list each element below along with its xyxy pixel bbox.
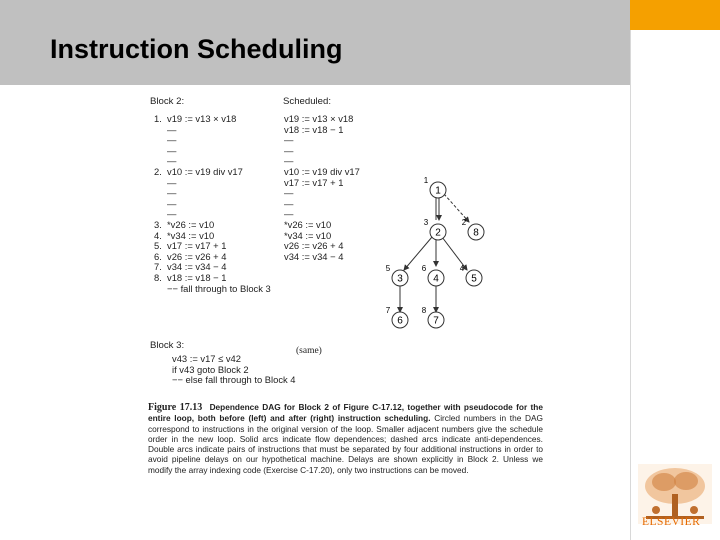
code-line: — [154,197,177,209]
scheduled-code-line: v26 := v26 + 4 [284,240,344,252]
divider [630,30,631,540]
code-line: 4. *v34 := v10 [154,229,215,241]
right-code [284,114,360,262]
block3-code-line: −− else fall through to Block 4 [172,374,296,386]
dag-node-label: 5 [471,273,477,285]
dag-node-label: 3 [397,273,403,285]
scheduled-code-line: *v34 := v10 [284,229,332,241]
dag-node-label: 8 [473,227,479,239]
left-code [154,114,271,294]
block3-code-line: if v43 goto Block 2 [172,363,249,375]
block2-header: Block 2: [150,96,185,107]
dag-schedule-order: 4 [459,264,465,273]
accent-bar [630,0,720,30]
scheduled-code-line: — [284,155,294,167]
scheduled-code-line: — [284,197,294,209]
scheduled-code-line: v34 := v34 − 4 [284,250,344,262]
dag-schedule-order: 2 [461,218,467,227]
code-line: — [154,123,177,135]
scheduled-code-line: — [284,144,294,156]
code-line: — [154,155,177,167]
scheduled-code-line: v10 := v19 div v17 [284,165,360,177]
code-line: — [154,208,177,220]
caption-body: Circled numbers in the DAG correspond to instructions in the original version of the loop. Smaller adjacent numbers give the schedule order in the new loop. Solid arcs indicate flow dependences; dashed arcs indicate anti-dependences. Double arcs indicate pairs of instructions that must be separated by four additional instructions in order to avoid pipeline delays on our hypothetical machine. Delays are shown explicitly in Block 2. Unless we modify the array indexing code (Exercise C-17.20), only two instructions can be moved. [148,413,544,475]
code-line: 5. v17 := v17 + 1 [154,240,227,252]
scheduled-code-line: — [284,208,294,220]
scheduled-code-line: *v26 := v10 [284,218,332,230]
scheduled-header: Scheduled: [283,96,332,107]
block3-code [172,354,296,386]
block3-code-line: v43 := v17 ≤ v42 [172,353,241,364]
edge-2-3 [404,237,432,270]
slide-title: Instruction Scheduling [50,34,343,64]
dag-schedule-order: 1 [423,176,429,185]
figure [148,92,548,512]
dag-schedule-order: 7 [385,306,391,315]
scheduled-code-line: — [284,187,294,199]
dag-schedule-order: 5 [385,264,391,273]
dag-node-label: 7 [433,315,439,327]
dag-node-label: 2 [435,227,441,239]
scheduled-code-line: — [284,134,294,146]
dag-node-label: 4 [433,273,439,285]
code-line: 2. v10 := v19 div v17 [154,165,243,177]
code-line: −− fall through to Block 3 [154,282,271,294]
scheduled-code-line: v18 := v18 − 1 [284,123,344,135]
code-line: 1. v19 := v13 × v18 [154,113,237,124]
caption-head: Dependence DAG for Block 2 of Figure C-17.12, together with pseudocode for the entire loop, both before (left) and after (right) instruction scheduling. [148,402,543,424]
scheduled-code-line: v19 := v13 × v18 [284,113,354,124]
dag-schedule-order: 3 [423,218,429,227]
caption-label: Figure 17.13 [148,402,203,413]
dependence-dag [376,174,496,334]
scheduled-code-line: v17 := v17 + 1 [284,176,344,188]
code-line: — [154,134,177,146]
code-line: — [154,176,177,188]
publisher-name: ELSEVIER [642,516,701,528]
code-line: 6. v26 := v26 + 4 [154,250,227,262]
same-label: (same) [296,346,322,356]
code-line: — [154,144,177,156]
dag-node-label: 1 [435,185,441,197]
dag-schedule-order: 8 [421,306,427,315]
figure-caption [148,402,543,475]
code-line: — [154,187,177,199]
block3-header: Block 3: [150,340,185,351]
code-line: 8. v18 := v18 − 1 [154,271,227,283]
dag-node-label: 6 [397,315,403,327]
dag-schedule-order: 6 [421,264,427,273]
code-line: 3. *v26 := v10 [154,218,215,230]
code-line: 7. v34 := v34 − 4 [154,261,227,273]
